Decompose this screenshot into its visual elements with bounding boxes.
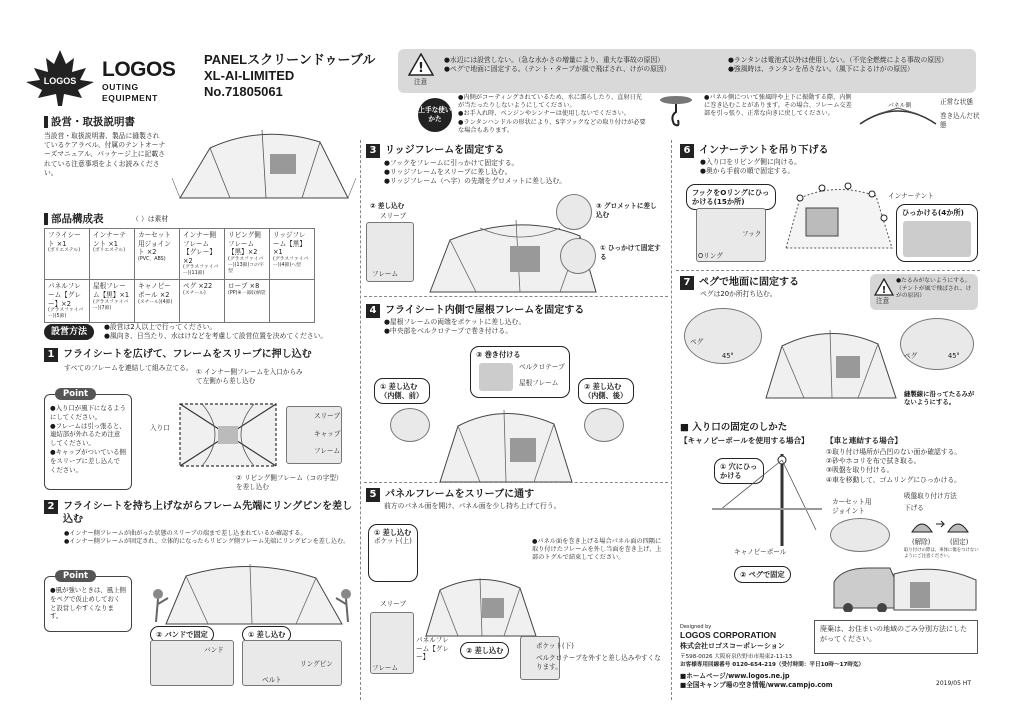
step-5-roll-note: ●パネル面を巻き上げる場合パネル面の四隅に取り付けたフレームを外し当面を巻き上げ、上部のトグルで結束してください。	[532, 538, 662, 562]
step-2-tent-illustration	[146, 554, 354, 626]
step-1-callout-2: ② リビング側フレーム（コの字型）を差し込む	[236, 474, 343, 491]
section-divider	[676, 270, 980, 271]
band-label: バンド	[204, 646, 224, 654]
grommet-detail-image	[556, 194, 592, 230]
canopy-pole-diagram	[710, 450, 822, 558]
entrance-heading: ■ 入り口の固定のしかた	[680, 422, 788, 433]
sleeve-label: スリーブ	[314, 412, 341, 420]
step-2-callout-band: ② バンドで固定	[150, 626, 214, 643]
rolled-state-label: 巻き込んだ状態	[940, 112, 980, 129]
panel-frame-label: パネルフレーム【グレー】	[416, 636, 449, 661]
table-cell: リッジフレーム【黒】×1 (グラスファイバー)(4節)へ型	[270, 229, 315, 280]
step-7-sub: ペグは20か所打ち込む。	[700, 290, 777, 298]
logo	[20, 48, 182, 108]
velcro-label: ベルクロテープ	[519, 363, 565, 371]
roof-detail-box	[470, 346, 570, 398]
suction-method-label: 吸盤取り付け方法	[904, 492, 957, 500]
tent-overview-illustration	[170, 118, 356, 202]
car-tent-illustration	[832, 560, 978, 612]
table-cell: カーセット用ジョイント ×2 (PVC、ABS)	[135, 229, 180, 280]
frame-label-5: フレーム	[372, 664, 399, 672]
svg-text:LOGOS: LOGOS	[43, 76, 77, 86]
angle-label-right: 45°	[948, 352, 960, 360]
product-number: No.71805061	[204, 84, 283, 99]
section-divider	[364, 296, 668, 297]
product-title	[204, 52, 375, 100]
warning-items-right: ●ランタンは電池式以外は使用しない。（不完全燃焼による事故の原因） ●強風時は、ランタンを吊さない。（風下によるけがの原因）	[728, 56, 948, 74]
canopy-heading: 【キャノピーポールを使用する場合】	[680, 436, 809, 445]
step-7-heading: 7 ペグで地面に固定する	[680, 276, 880, 290]
car-heading: 【車と連結する場合】	[826, 436, 902, 445]
belt-label: ベルト	[262, 676, 282, 684]
svg-text:!: !	[881, 285, 887, 296]
table-cell: リビング側フレーム【黒】×2 (グラスファイバー)(13節)コの字型	[225, 229, 270, 280]
point-box-2: Point ●風が強いときは、風上側をペグで仮止めしておくと設営しやすくなります。	[44, 576, 132, 632]
back-pocket-image	[584, 408, 624, 442]
step-2-heading: 2 フライシートを持ち上げながらフレーム先端にリングピンを差し込む	[44, 500, 354, 526]
parts-note: （ ）は素材	[132, 215, 169, 223]
pocket-up-label: ポケット(上)	[374, 537, 412, 546]
hook-detail-image	[560, 238, 596, 274]
step-7-caution-text: ●たるみがないようにする。（テントが風で飛ばされ、けがの原因）	[896, 278, 972, 300]
step-6-inner-tent-diagram	[776, 178, 896, 258]
table-cell: インナー側フレーム【グレー】×2 (グラスファイバー)(11節)	[180, 229, 225, 280]
step-2-notes: ●インナー側フレームが曲がった状態のスリーブの端まで差し込まれているか確認する。 ●インナー側フレームが固定され、立体的になったらリビング側フレーム先端にリングピンを差し込む。	[64, 530, 350, 546]
table-cell: パネルフレーム【グレー】×2 (グラスファイバー)(5節)	[45, 280, 90, 323]
table-row	[45, 280, 315, 323]
disposal-note: 廃棄は、お住まいの地域のごみ分別方法にしたがってください。	[814, 620, 978, 654]
step-3-callout-grommet: ③ グロメットに差し込む	[596, 202, 657, 219]
step-5-pocket-up-box	[368, 524, 418, 582]
table-row	[45, 229, 315, 280]
step-4-callout-front: ① 差し込む（内側、前）	[374, 378, 430, 404]
angle-label-left: 45°	[722, 352, 734, 360]
step-5-heading: 5 パネルフレームをスリーブに通す	[366, 488, 666, 502]
frame-label-3: フレーム	[372, 270, 399, 278]
step-5-callout-insert-1: ① 差し込む	[374, 528, 412, 537]
sleeve-label-3: スリーブ	[380, 212, 407, 220]
step-1-sub: すべてのフレームを連結して組み立てる。	[64, 364, 193, 372]
pocket-down-label: ポケット(下)	[536, 642, 574, 650]
car-steps: ①取り付け場所が凸凹のない面か確認する。 ②砂やホコリを布で拭き取る。 ③吸盤を取り付ける。 ④車を移動して、ゴムリングにひっかける。	[826, 448, 962, 484]
step-6-notes: ●入り口をリビング側に向ける。 ●奥から手前の順で固定する。	[700, 158, 801, 176]
lantern-hook-icon	[656, 94, 696, 136]
oring-label: Oリング	[698, 252, 723, 260]
step-7-caution-label: 注意	[876, 297, 890, 305]
step-3-callout-hook: ① ひっかけて固定する	[600, 244, 661, 261]
step-6-callout-hook: フックをOリングにひっかける(15か所)	[686, 184, 776, 210]
step-2-callout-insert: ① 差し込む	[242, 626, 291, 643]
step-1-callout-1: ① インナー側フレームを入口からみて左側から差し込む	[196, 368, 303, 385]
brand-sub: OUTING EQUIPMENT	[102, 82, 158, 104]
warning-label: 注意	[414, 78, 428, 86]
product-model: XL-AI-LIMITED	[204, 68, 295, 83]
peg-label-right: ペグ	[904, 352, 918, 360]
company-web: ■ホームページ/www.logos.ne.jp	[680, 672, 790, 680]
svg-text:!: !	[418, 61, 424, 76]
step-4-callout-back: ② 差し込む（内側、後）	[578, 378, 634, 404]
caution-triangle-icon	[874, 278, 894, 296]
cap-label: キャップ	[314, 430, 341, 438]
step-5-sub: 前方のパネル面を開け、パネル面を少し持ち上げて行う。	[384, 502, 561, 510]
step-4-notes: ●屋根フレームの両端をポケットに差し込む。 ●中央部をベルクロテープで巻き付ける。	[384, 318, 526, 336]
setup-notes: ●設営は2人以上で行ってください。 ●風向き、日当たり、水はけなどを考慮して設営位置を決めてください。	[104, 323, 328, 341]
peg-angle-image-right	[900, 318, 974, 370]
column-divider	[360, 140, 361, 700]
car-joint-label: カーセット用ジョイント	[832, 498, 872, 515]
joint-detail-image	[830, 518, 890, 552]
step-1-plan-diagram	[172, 398, 284, 472]
seam-note: 縫製線に沿ってたるみがないようにする。	[904, 390, 975, 407]
company-address: 〒598-0026 大阪府泉佐野市市場東2-11-13	[680, 654, 793, 660]
company-tel: お客様専用回線番号 0120-654-219（受付時間：平日10時～17時迄）	[680, 662, 865, 668]
step-5-callout-insert-2: ② 差し込む	[460, 642, 509, 659]
step-3-notes: ●フックをフレームに引っかけて固定する。 ●リッジフレームをスリーブに差し込む。 ●リッジフレーム（へ字）の先端をグロメットに差し込む。	[384, 159, 567, 186]
canopy-callout-hole: ① 穴にひっかける	[714, 458, 764, 484]
step-3-callout-insert: ② 差し込む	[370, 202, 405, 210]
warning-triangle-icon	[408, 53, 434, 77]
step-4-heading: 4 フライシート内側で屋根フレームを固定する	[366, 304, 666, 318]
print-date: 2019/05 HT	[936, 680, 972, 687]
inner-tent-label: インナーテント	[888, 192, 934, 200]
hook-label: フック	[742, 230, 762, 238]
panel-side-label: パネル側	[888, 103, 912, 109]
setup-label: 設営方法	[44, 324, 94, 340]
manual-intro: 当設営・取扱説明書、製品に縫製されているケアラベル、付属のテントオーナーズマニュアル、パッケージ上に記載されている注意事項をよくお読みください。	[44, 132, 166, 177]
table-cell: 屋根フレーム【黒】×1 (グラスファイバー)(7節)	[90, 280, 135, 323]
company-name: LOGOS CORPORATION	[680, 630, 777, 640]
product-name: PANELスクリーンドゥーブル	[204, 52, 376, 67]
step-3-heading: 3 リッジフレームを固定する	[366, 144, 666, 158]
velcro-detail-image	[479, 363, 513, 391]
table-cell: ロープ ×8 (PP)※一部収納袋	[225, 280, 270, 323]
designed-by: Designed by	[680, 624, 712, 630]
front-pocket-image	[390, 408, 430, 442]
lower-label: 下げる	[904, 504, 924, 512]
step-4-callout-wrap: ③ 巻き付ける	[476, 350, 521, 359]
step-6-heading: 6 インナーテントを吊り下げる	[680, 144, 980, 158]
table-cell: キャノピーポール ×2 (スチール)(4節)	[135, 280, 180, 323]
canopy-callout-peg: ② ペグで固定	[734, 566, 791, 583]
warning-items-left: ●水辺には設営しない。（急な水かさの増量により、重大な事故の原因） ●ペグで地面に固定する。（テント・タープが風で飛ばされ、けがの原因）	[444, 56, 671, 74]
suction-tiny-note: 取り付けの際は、車体に傷をつけないようにご注意ください。	[904, 548, 979, 559]
entrance-label: 入り口	[150, 424, 170, 432]
table-cell	[270, 280, 315, 323]
step-4-tent-illustration	[434, 398, 576, 484]
tips-items: ●内側がコーティングされているため、水に濡らしたり、直射日光が当たったりしないようにしてください。 ●お手入れ時、ベンジンやシンナーは使用しないでください。 ●ランタンハンドルの形状により、S字フックなどの取り付けが必要な場合もあります。	[458, 94, 646, 134]
table-cell: フライシート ×1 (ポリエステル)	[45, 229, 90, 280]
roof-frame-label: 屋根フレーム	[519, 379, 559, 387]
parts-table	[44, 228, 315, 323]
normal-state-label: 正常な状態	[940, 98, 973, 106]
step-1-heading: 1 フライシートを広げて、フレームをスリーブに押し込む	[44, 348, 356, 362]
hang-detail-image	[903, 221, 971, 257]
step-7-tent-illustration	[760, 320, 900, 400]
table-cell: ペグ ×22 (スチール)	[180, 280, 225, 323]
velcro-remove-note: ベルクロテープを外すと差し込みやすくなります。	[536, 654, 661, 671]
fix-label: (固定)	[950, 538, 969, 546]
section-divider	[364, 482, 668, 483]
panel-state-diagram	[858, 94, 938, 134]
step-6-callout-hang: ひっかける(4か所)	[896, 204, 978, 262]
release-label: (解除)	[912, 538, 931, 546]
frame-label: フレーム	[314, 447, 341, 455]
sleeve-label-5: スリーブ	[380, 600, 407, 608]
table-cell: インナーテント ×1 (ポリエステル)	[90, 229, 135, 280]
column-divider	[671, 140, 672, 700]
step-5-tent-illustration	[420, 566, 540, 638]
canopy-pole-label: キャノピーポール	[734, 548, 787, 556]
manual-title: 設営・取扱説明書	[44, 116, 135, 128]
tips-badge: 上手な使いかた	[418, 98, 452, 132]
parts-title: 部品構成表	[44, 213, 104, 225]
maple-leaf-icon	[20, 48, 100, 108]
peg-label-left: ペグ	[690, 338, 704, 346]
ringpin-label: リングピン	[300, 660, 333, 668]
company-seller: 株式会社ロゴスコーポレーション	[680, 642, 785, 650]
panel-note: ●パネル側について強風時や上下に振動する際、内側に巻き込むことがあります。その場合、フレーム交差部を引っ張り、正常な向きに戻してください。	[704, 94, 852, 118]
suction-cup-icons	[908, 512, 978, 536]
company-campjo: ■全国キャンプ場の空き情報/www.campjo.com	[680, 681, 833, 689]
brand-name: LOGOS	[102, 58, 176, 81]
point-box-1: Point ●入り口が風下になるようにしてください。 ●フレームは引っ張ると、連結部が外れるため注意してください。 ●キャップがついている側をスリーブに差し込んでください。	[44, 394, 132, 490]
